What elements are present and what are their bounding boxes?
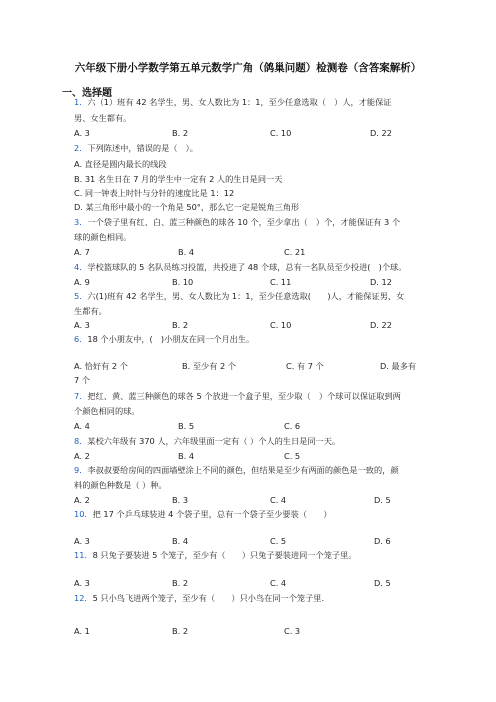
option-c[interactable]: C. 5	[284, 451, 301, 461]
question-number: 5．	[74, 291, 88, 301]
option-d[interactable]: D. 12	[370, 277, 392, 287]
option-c[interactable]: C. 5	[270, 536, 287, 546]
option-b[interactable]: B. 4	[172, 536, 189, 546]
option-b[interactable]: B. 2	[172, 128, 189, 138]
question-9	[74, 462, 434, 478]
question-6	[74, 331, 434, 347]
option-a[interactable]: A. 9	[74, 277, 90, 287]
option-a[interactable]: A. 3	[74, 578, 90, 588]
option-b[interactable]: B. 10	[172, 277, 194, 287]
option-a[interactable]: A. 4	[74, 421, 90, 431]
option-c[interactable]: C. 3	[284, 626, 301, 636]
question-continuation: 生都有。	[74, 306, 107, 316]
question-1	[74, 94, 434, 110]
question-continuation: 料的颜色种数是（ ）种。	[74, 480, 167, 490]
option-d[interactable]: D. 最多有	[380, 361, 417, 371]
option-b[interactable]: B. 4	[178, 451, 195, 461]
option-d[interactable]: D. 22	[370, 320, 392, 330]
option-b[interactable]: B. 3	[172, 495, 189, 505]
question-continuation: 球的颜色相同。	[74, 232, 132, 242]
question-number: 8．	[74, 436, 88, 446]
option-d[interactable]: D. 某三角形中最小的一个角是 50°，那么它一定是锐角三角形	[74, 202, 300, 212]
question-text: 六(1)班有 42 名学生，男、女人数比为 1：1，至少任意选取( )人，才能保证男、女	[87, 291, 405, 301]
options-row	[74, 361, 434, 375]
question-text: 5 只小鸟飞进两个笼子，至少有（ ）只小鸟在同一个笼子里.	[92, 593, 325, 603]
question-text: 8 只兔子要装进 5 个笼子，至少有（ ）只兔子要装进同一个笼子里。	[92, 550, 357, 560]
option-c[interactable]: C. 21	[284, 247, 306, 257]
option-a[interactable]: A. 3	[74, 320, 90, 330]
question-number: 3．	[74, 217, 88, 227]
question-text: 六（1）班有 42 名学生，男、女人数比为 1：1，至少任意选取（ ）人，才能保证	[87, 97, 392, 107]
question-11	[74, 547, 434, 563]
option-d[interactable]: D. 6	[374, 536, 391, 546]
question-number: 1．	[74, 97, 88, 107]
option-b[interactable]: B. 31 名生日在 7 月的学生中一定有 2 人的生日是同一天	[74, 174, 283, 184]
question-number: 12．	[74, 593, 93, 603]
option-c[interactable]: C. 10	[270, 128, 292, 138]
option-c[interactable]: C. 6	[284, 421, 301, 431]
option-b[interactable]: B. 2	[172, 320, 189, 330]
question-3	[74, 214, 434, 230]
option-c[interactable]: C. 4	[270, 495, 287, 505]
question-12	[74, 590, 434, 606]
question-text: 某校六年级有 370 人，六年级里面一定有（ ）个人的生日是同一天。	[87, 436, 341, 446]
question-text: 李叔叔要给房间的四面墙壁涂上不同的颜色，但结果是至少有两面的颜色是一致的，颜	[87, 465, 399, 475]
option-a[interactable]: A. 3	[74, 536, 90, 546]
option-b[interactable]: B. 至少有 2 个	[182, 361, 236, 371]
option-d[interactable]: D. 5	[374, 495, 391, 505]
option-a[interactable]: A. 2	[74, 495, 90, 505]
question-text: 学校篮球队的 5 名队员练习投篮，共投进了 48 个球，总有一名队员至少投进( )个球。	[87, 262, 407, 272]
question-number: 10．	[74, 509, 93, 519]
option-b[interactable]: B. 2	[172, 626, 189, 636]
question-text: 一个袋子里有红、白、蓝三种颜色的球各 10 个，至少拿出（ ）个，才能保证有 3 个	[87, 217, 401, 227]
option-a[interactable]: A. 1	[74, 626, 90, 636]
question-text: 把 17 个乒乓球装进 4 个袋子里，总有一个袋子至少要装（ ）	[92, 509, 332, 519]
question-5	[74, 288, 434, 304]
question-text: 18 个小朋友中，( )小朋友在同一个月出生。	[87, 334, 255, 344]
option-c[interactable]: C. 同一钟表上时针与分针的速度比是 1：12	[74, 188, 235, 198]
question-10	[74, 506, 434, 522]
question-text: 下列陈述中，错误的是（ ）。	[87, 143, 198, 153]
option-d[interactable]: D. 22	[370, 128, 392, 138]
question-7	[74, 388, 434, 404]
question-continuation: 个颜色相同的球。	[74, 406, 140, 416]
option-d[interactable]: D. 5	[374, 578, 391, 588]
question-4	[74, 259, 434, 275]
option-a[interactable]: A. 7	[74, 247, 90, 257]
section-heading: 一、选择题	[62, 88, 112, 99]
question-8	[74, 433, 434, 449]
option-c[interactable]: C. 4	[270, 578, 287, 588]
option-b[interactable]: B. 5	[178, 421, 195, 431]
option-a[interactable]: A. 恰好有 2 个	[74, 361, 128, 371]
option-b[interactable]: B. 2	[172, 578, 189, 588]
option-a[interactable]: A. 3	[74, 128, 90, 138]
question-number: 6．	[74, 334, 88, 344]
option-a[interactable]: A. 直径是圆内最长的线段	[74, 159, 167, 169]
options-row	[74, 626, 434, 640]
option-b[interactable]: B. 4	[178, 247, 195, 257]
question-continuation: 男、女生都有。	[74, 113, 132, 123]
question-2	[74, 140, 434, 156]
question-number: 4．	[74, 262, 88, 272]
option-a[interactable]: A. 2	[74, 451, 90, 461]
question-number: 9．	[74, 465, 88, 475]
document-title: 六年级下册小学数学第五单元数学广角（鸽巢问题）检测卷（含答案解析）	[74, 62, 422, 74]
question-number: 2．	[74, 143, 88, 153]
option-d-continuation: 7 个	[74, 375, 90, 385]
option-c[interactable]: C. 10	[270, 320, 292, 330]
option-c[interactable]: C. 11	[270, 277, 292, 287]
question-text: 把红、黄、蓝三种颜色的球各 5 个放进一个盒子里，至少取（ ）个球可以保证取到两	[87, 391, 401, 401]
question-number: 11．	[74, 550, 93, 560]
question-number: 7．	[74, 391, 88, 401]
option-c[interactable]: C. 有 7 个	[286, 361, 324, 371]
